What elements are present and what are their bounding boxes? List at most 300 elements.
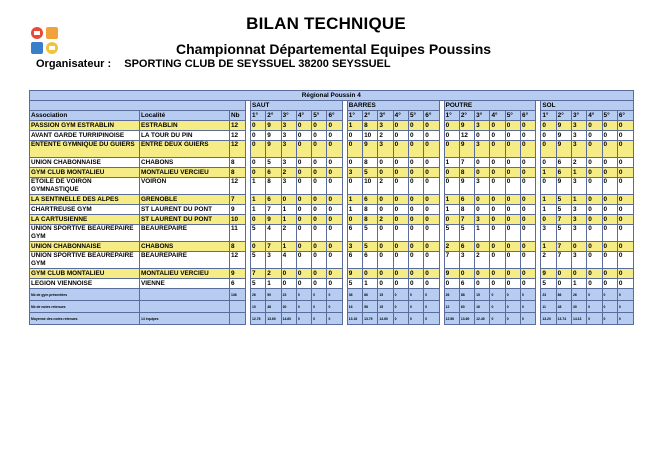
summary-poutre: 0 bbox=[490, 301, 505, 313]
cell-saut: 2 bbox=[281, 168, 296, 178]
cell-sol: 2 bbox=[541, 252, 556, 269]
summary-sol: 11 bbox=[541, 301, 556, 313]
cell-association: UNION CHABONNAISE bbox=[30, 158, 140, 168]
placement-header: 5° bbox=[505, 111, 520, 121]
cell-saut: 0 bbox=[312, 225, 327, 242]
cell-barres: 6 bbox=[347, 225, 362, 242]
cell-barres: 0 bbox=[393, 215, 408, 225]
cell-saut: 2 bbox=[281, 225, 296, 242]
cell-saut: 1 bbox=[266, 279, 281, 289]
summary-sol: 0 bbox=[602, 289, 617, 301]
cell-poutre: 0 bbox=[505, 141, 520, 158]
cell-barres: 0 bbox=[393, 168, 408, 178]
cell-poutre: 0 bbox=[444, 215, 459, 225]
cell-association: ETOILE DE VOIRON GYMNASTIQUE bbox=[30, 178, 140, 195]
summary-barres: 0 bbox=[408, 289, 423, 301]
cell-barres: 0 bbox=[424, 158, 439, 168]
summary-barres: 58 bbox=[363, 301, 378, 313]
summary-barres: 0 bbox=[393, 313, 408, 325]
cell-barres: 0 bbox=[424, 141, 439, 158]
summary-poutre: 13.60 bbox=[459, 313, 474, 325]
cell-poutre: 7 bbox=[459, 158, 474, 168]
cell-barres: 0 bbox=[378, 205, 393, 215]
cell-saut: 0 bbox=[312, 131, 327, 141]
cell-nb: 12 bbox=[230, 131, 246, 141]
cell-barres: 0 bbox=[393, 178, 408, 195]
cell-sol: 3 bbox=[571, 131, 586, 141]
table-row bbox=[30, 121, 634, 131]
table-row bbox=[30, 168, 634, 178]
cell-saut: 0 bbox=[327, 279, 342, 289]
cell-sol: 0 bbox=[587, 178, 602, 195]
cell-saut: 1 bbox=[281, 205, 296, 215]
cell-barres: 0 bbox=[408, 168, 423, 178]
cell-barres: 5 bbox=[363, 242, 378, 252]
cell-saut: 0 bbox=[327, 252, 342, 269]
cell-poutre: 0 bbox=[521, 205, 536, 215]
cell-poutre: 0 bbox=[505, 178, 520, 195]
cell-sol: 1 bbox=[571, 279, 586, 289]
cell-saut: 0 bbox=[312, 242, 327, 252]
cell-nb: 12 bbox=[230, 252, 246, 269]
cell-barres: 0 bbox=[393, 205, 408, 215]
col-association: Association bbox=[30, 111, 140, 121]
cell-association: GYM CLUB MONTALIEU bbox=[30, 168, 140, 178]
placement-header: 2° bbox=[266, 111, 281, 121]
summary-poutre: 0 bbox=[490, 313, 505, 325]
cell-barres: 0 bbox=[408, 141, 423, 158]
cell-saut: 7 bbox=[266, 205, 281, 215]
cell-sol: 7 bbox=[556, 215, 571, 225]
summary-barres: 36 bbox=[347, 289, 362, 301]
cell-poutre: 0 bbox=[475, 242, 490, 252]
cell-barres: 10 bbox=[363, 131, 378, 141]
summary-sol: 13.74 bbox=[556, 313, 571, 325]
apparatus-header-row bbox=[30, 101, 634, 111]
cell-saut: 0 bbox=[251, 158, 266, 168]
cell-poutre: 0 bbox=[521, 195, 536, 205]
summary-row bbox=[30, 289, 634, 301]
cell-nb: 12 bbox=[230, 178, 246, 195]
table-row bbox=[30, 269, 634, 279]
cell-sol: 2 bbox=[571, 158, 586, 168]
cell-sol: 0 bbox=[587, 242, 602, 252]
cell-poutre: 0 bbox=[505, 242, 520, 252]
cell-poutre: 1 bbox=[444, 205, 459, 215]
cell-association: LEGION VIENNOISE bbox=[30, 279, 140, 289]
cell-saut: 0 bbox=[296, 242, 311, 252]
cell-saut: 0 bbox=[296, 205, 311, 215]
cell-barres: 0 bbox=[393, 242, 408, 252]
cell-nb: 10 bbox=[230, 215, 246, 225]
cell-sol: 0 bbox=[602, 168, 617, 178]
cell-poutre: 9 bbox=[459, 178, 474, 195]
cell-sol: 0 bbox=[587, 195, 602, 205]
cell-saut: 0 bbox=[327, 242, 342, 252]
cell-localite: CHABONS bbox=[140, 158, 230, 168]
cell-sol: 0 bbox=[617, 215, 633, 225]
cell-saut: 0 bbox=[312, 178, 327, 195]
cell-saut: 0 bbox=[281, 269, 296, 279]
apparatus-2: POUTRE bbox=[444, 101, 536, 111]
cell-barres: 0 bbox=[408, 195, 423, 205]
cell-barres: 8 bbox=[363, 158, 378, 168]
cell-poutre: 0 bbox=[505, 215, 520, 225]
cell-localite: GRENOBLE bbox=[140, 195, 230, 205]
cell-saut: 9 bbox=[266, 141, 281, 158]
placement-header: 3° bbox=[475, 111, 490, 121]
cell-saut: 0 bbox=[327, 215, 342, 225]
cell-sol: 0 bbox=[602, 269, 617, 279]
cell-saut: 0 bbox=[312, 215, 327, 225]
table-row bbox=[30, 252, 634, 269]
cell-barres: 0 bbox=[393, 225, 408, 242]
page-subtitle: Championnat Départemental Equipes Poussins bbox=[176, 41, 492, 57]
cell-poutre: 9 bbox=[459, 121, 474, 131]
summary-poutre: 0 bbox=[505, 301, 520, 313]
cell-poutre: 9 bbox=[444, 269, 459, 279]
cell-barres: 0 bbox=[378, 168, 393, 178]
cell-poutre: 0 bbox=[505, 195, 520, 205]
cell-association: LA CARTUSIENNE bbox=[30, 215, 140, 225]
cell-poutre: 0 bbox=[444, 141, 459, 158]
cell-poutre: 1 bbox=[475, 225, 490, 242]
summary-poutre: 0 bbox=[490, 289, 505, 301]
cell-sol: 1 bbox=[541, 205, 556, 215]
cell-sol: 0 bbox=[617, 225, 633, 242]
cell-sol: 0 bbox=[617, 252, 633, 269]
cell-association: AVANT GARDE TURRIPINOISE bbox=[30, 131, 140, 141]
page-title: BILAN TECHNIQUE bbox=[246, 14, 406, 33]
cell-barres: 0 bbox=[378, 252, 393, 269]
summary-barres: 0 bbox=[393, 301, 408, 313]
placement-header: 5° bbox=[408, 111, 423, 121]
cell-association: GYM CLUB MONTALIEU bbox=[30, 269, 140, 279]
cell-barres: 10 bbox=[363, 178, 378, 195]
cell-barres: 0 bbox=[393, 252, 408, 269]
cell-poutre: 0 bbox=[490, 225, 505, 242]
cell-saut: 0 bbox=[296, 225, 311, 242]
summary-localite bbox=[140, 301, 230, 313]
cell-sol: 1 bbox=[571, 195, 586, 205]
cell-barres: 0 bbox=[408, 225, 423, 242]
summary-sol: 23 bbox=[541, 289, 556, 301]
placement-header: 1° bbox=[541, 111, 556, 121]
cell-sol: 1 bbox=[541, 195, 556, 205]
cell-sol: 7 bbox=[556, 252, 571, 269]
cell-saut: 0 bbox=[327, 269, 342, 279]
cell-barres: 0 bbox=[408, 215, 423, 225]
cell-sol: 0 bbox=[587, 141, 602, 158]
summary-sol: 30 bbox=[571, 301, 586, 313]
cell-barres: 0 bbox=[424, 121, 439, 131]
cell-localite: VOIRON bbox=[140, 178, 230, 195]
cell-barres: 0 bbox=[347, 178, 362, 195]
cell-sol: 5 bbox=[556, 195, 571, 205]
cell-sol: 0 bbox=[617, 158, 633, 168]
summary-saut: 0 bbox=[327, 289, 342, 301]
cell-poutre: 0 bbox=[505, 121, 520, 131]
cell-sol: 0 bbox=[541, 141, 556, 158]
summary-sol: 86 bbox=[556, 289, 571, 301]
cell-poutre: 0 bbox=[490, 279, 505, 289]
cell-sol: 0 bbox=[602, 158, 617, 168]
cell-poutre: 0 bbox=[444, 121, 459, 131]
cell-sol: 0 bbox=[602, 131, 617, 141]
cell-poutre: 2 bbox=[475, 252, 490, 269]
cell-sol: 0 bbox=[571, 242, 586, 252]
cell-poutre: 6 bbox=[459, 242, 474, 252]
cell-sol: 0 bbox=[602, 242, 617, 252]
summary-poutre: 0 bbox=[521, 301, 536, 313]
cell-barres: 0 bbox=[363, 269, 378, 279]
cell-sol: 1 bbox=[541, 168, 556, 178]
cell-sol: 6 bbox=[556, 158, 571, 168]
cell-poutre: 0 bbox=[505, 225, 520, 242]
summary-saut: 13.60 bbox=[266, 313, 281, 325]
summary-saut: 0 bbox=[327, 313, 342, 325]
cell-localite: MONTALIEU VERCIEU bbox=[140, 269, 230, 279]
placement-header: 4° bbox=[490, 111, 505, 121]
cell-saut: 0 bbox=[251, 168, 266, 178]
cell-saut: 9 bbox=[266, 215, 281, 225]
summary-saut: 0 bbox=[296, 301, 311, 313]
cell-sol: 0 bbox=[541, 178, 556, 195]
cell-poutre: 0 bbox=[521, 158, 536, 168]
cell-barres: 0 bbox=[424, 225, 439, 242]
table-row bbox=[30, 279, 634, 289]
cell-nb: 8 bbox=[230, 158, 246, 168]
summary-barres: 13.16 bbox=[347, 313, 362, 325]
cell-nb: 12 bbox=[230, 121, 246, 131]
summary-sol: 0 bbox=[587, 289, 602, 301]
summary-barres: 13.79 bbox=[363, 313, 378, 325]
summary-barres: 0 bbox=[408, 301, 423, 313]
cell-saut: 0 bbox=[312, 269, 327, 279]
summary-saut: 0 bbox=[312, 313, 327, 325]
cell-localite: ST LAURENT DU PONT bbox=[140, 205, 230, 215]
summary-poutre: 12.40 bbox=[475, 313, 490, 325]
cell-barres: 6 bbox=[363, 252, 378, 269]
cell-saut: 0 bbox=[296, 215, 311, 225]
placement-header: 1° bbox=[444, 111, 459, 121]
cell-poutre: 0 bbox=[521, 252, 536, 269]
cell-sol: 0 bbox=[602, 205, 617, 215]
summary-localite: 14 équipes bbox=[140, 313, 230, 325]
cell-sol: 0 bbox=[587, 158, 602, 168]
cell-barres: 0 bbox=[393, 269, 408, 279]
cell-poutre: 2 bbox=[444, 242, 459, 252]
cell-poutre: 0 bbox=[475, 195, 490, 205]
cell-saut: 6 bbox=[266, 168, 281, 178]
summary-saut: 12.76 bbox=[251, 313, 266, 325]
cell-saut: 1 bbox=[251, 195, 266, 205]
summary-sol: 0 bbox=[617, 289, 633, 301]
cell-sol: 0 bbox=[617, 141, 633, 158]
cell-poutre: 0 bbox=[490, 195, 505, 205]
cell-barres: 0 bbox=[408, 121, 423, 131]
cell-saut: 3 bbox=[281, 158, 296, 168]
placement-header: 3° bbox=[378, 111, 393, 121]
cell-barres: 0 bbox=[408, 158, 423, 168]
cell-sol: 6 bbox=[556, 168, 571, 178]
cell-barres: 0 bbox=[424, 242, 439, 252]
cell-saut: 0 bbox=[296, 178, 311, 195]
cell-poutre: 0 bbox=[521, 141, 536, 158]
cell-saut: 0 bbox=[296, 168, 311, 178]
cell-nb: 9 bbox=[230, 269, 246, 279]
cell-sol: 0 bbox=[587, 168, 602, 178]
table-row bbox=[30, 141, 634, 158]
summary-saut: 48 bbox=[266, 301, 281, 313]
cell-poutre: 0 bbox=[490, 121, 505, 131]
cell-sol: 0 bbox=[541, 121, 556, 131]
cell-saut: 1 bbox=[281, 215, 296, 225]
cell-poutre: 0 bbox=[444, 168, 459, 178]
cell-barres: 0 bbox=[347, 158, 362, 168]
apparatus-3: SOL bbox=[541, 101, 633, 111]
cell-sol: 0 bbox=[556, 279, 571, 289]
cell-poutre: 0 bbox=[444, 131, 459, 141]
cell-poutre: 0 bbox=[521, 168, 536, 178]
cell-poutre: 0 bbox=[490, 158, 505, 168]
cell-poutre: 0 bbox=[521, 225, 536, 242]
cell-saut: 7 bbox=[266, 242, 281, 252]
cell-sol: 0 bbox=[602, 225, 617, 242]
cell-saut: 1 bbox=[251, 178, 266, 195]
cell-poutre: 0 bbox=[521, 215, 536, 225]
cell-barres: 0 bbox=[408, 269, 423, 279]
summary-poutre: 0 bbox=[521, 313, 536, 325]
cell-saut: 0 bbox=[327, 205, 342, 215]
cell-sol: 9 bbox=[556, 141, 571, 158]
cell-barres: 3 bbox=[378, 121, 393, 131]
cell-poutre: 0 bbox=[490, 269, 505, 279]
cell-poutre: 3 bbox=[475, 121, 490, 131]
cell-saut: 0 bbox=[296, 131, 311, 141]
cell-saut: 5 bbox=[251, 279, 266, 289]
cell-poutre: 0 bbox=[505, 279, 520, 289]
cell-saut: 1 bbox=[251, 205, 266, 215]
table-row bbox=[30, 225, 634, 242]
cell-poutre: 0 bbox=[505, 158, 520, 168]
cell-poutre: 0 bbox=[490, 205, 505, 215]
cell-barres: 2 bbox=[378, 178, 393, 195]
summary-saut: 0 bbox=[296, 313, 311, 325]
cell-sol: 0 bbox=[602, 195, 617, 205]
cell-saut: 0 bbox=[327, 141, 342, 158]
cell-saut: 0 bbox=[327, 178, 342, 195]
cell-poutre: 7 bbox=[459, 215, 474, 225]
cell-sol: 3 bbox=[541, 225, 556, 242]
cell-barres: 0 bbox=[378, 225, 393, 242]
cell-barres: 0 bbox=[393, 158, 408, 168]
cell-poutre: 8 bbox=[459, 205, 474, 215]
table-row bbox=[30, 242, 634, 252]
cell-sol: 0 bbox=[602, 215, 617, 225]
cell-poutre: 0 bbox=[505, 269, 520, 279]
cell-saut: 0 bbox=[251, 131, 266, 141]
cell-sol: 1 bbox=[571, 168, 586, 178]
cell-sol: 3 bbox=[571, 141, 586, 158]
placement-header: 6° bbox=[521, 111, 536, 121]
cell-barres: 0 bbox=[347, 131, 362, 141]
cell-sol: 0 bbox=[617, 205, 633, 215]
apparatus-1: BARRES bbox=[347, 101, 439, 111]
cell-poutre: 3 bbox=[475, 215, 490, 225]
table-row bbox=[30, 178, 634, 195]
cell-barres: 0 bbox=[424, 205, 439, 215]
summary-barres: 15 bbox=[378, 301, 393, 313]
cell-barres: 0 bbox=[424, 252, 439, 269]
cell-nb: 12 bbox=[230, 141, 246, 158]
cell-saut: 0 bbox=[296, 279, 311, 289]
cell-barres: 8 bbox=[363, 205, 378, 215]
cell-poutre: 8 bbox=[459, 168, 474, 178]
cell-association: CHARTREUSE GYM bbox=[30, 205, 140, 215]
cell-poutre: 12 bbox=[459, 131, 474, 141]
cell-poutre: 0 bbox=[475, 168, 490, 178]
cell-poutre: 0 bbox=[444, 279, 459, 289]
cell-poutre: 0 bbox=[459, 269, 474, 279]
cell-saut: 0 bbox=[312, 168, 327, 178]
cell-saut: 6 bbox=[266, 195, 281, 205]
summary-nb bbox=[230, 313, 246, 325]
placement-header: 2° bbox=[363, 111, 378, 121]
cell-nb: 6 bbox=[230, 279, 246, 289]
cell-barres: 8 bbox=[363, 215, 378, 225]
placement-header: 6° bbox=[327, 111, 342, 121]
cell-poutre: 0 bbox=[490, 131, 505, 141]
summary-saut: 30 bbox=[281, 301, 296, 313]
cell-localite: ST LAURENT DU PONT bbox=[140, 215, 230, 225]
cell-saut: 0 bbox=[312, 195, 327, 205]
placement-header: 2° bbox=[556, 111, 571, 121]
summary-saut: 90 bbox=[266, 289, 281, 301]
summary-barres: 16 bbox=[347, 301, 362, 313]
cell-poutre: 0 bbox=[521, 121, 536, 131]
summary-sol: 0 bbox=[587, 301, 602, 313]
cell-localite: BEAUREPAIRE bbox=[140, 225, 230, 242]
summary-saut: 0 bbox=[327, 301, 342, 313]
cell-barres: 0 bbox=[408, 178, 423, 195]
cell-sol: 0 bbox=[617, 178, 633, 195]
cell-localite: CHABONS bbox=[140, 242, 230, 252]
cell-barres: 8 bbox=[363, 121, 378, 131]
organizer-line bbox=[36, 58, 391, 70]
cell-sol: 0 bbox=[587, 225, 602, 242]
cell-sol: 0 bbox=[556, 269, 571, 279]
cell-saut: 8 bbox=[266, 178, 281, 195]
cell-sol: 0 bbox=[602, 178, 617, 195]
summary-sol: 48 bbox=[556, 301, 571, 313]
cell-poutre: 9 bbox=[459, 141, 474, 158]
placement-header: 5° bbox=[602, 111, 617, 121]
summary-poutre: 0 bbox=[521, 289, 536, 301]
cell-sol: 0 bbox=[541, 158, 556, 168]
cell-sol: 9 bbox=[556, 178, 571, 195]
cell-barres: 0 bbox=[408, 205, 423, 215]
summary-sol: 14.13 bbox=[571, 313, 586, 325]
summary-saut: 23 bbox=[281, 289, 296, 301]
cell-barres: 5 bbox=[363, 168, 378, 178]
cell-association: UNION CHABONNAISE bbox=[30, 242, 140, 252]
cell-poutre: 6 bbox=[459, 279, 474, 289]
cell-poutre: 3 bbox=[459, 252, 474, 269]
summary-sol: 0 bbox=[602, 313, 617, 325]
cell-localite: LA TOUR DU PIN bbox=[140, 131, 230, 141]
cell-poutre: 1 bbox=[444, 158, 459, 168]
